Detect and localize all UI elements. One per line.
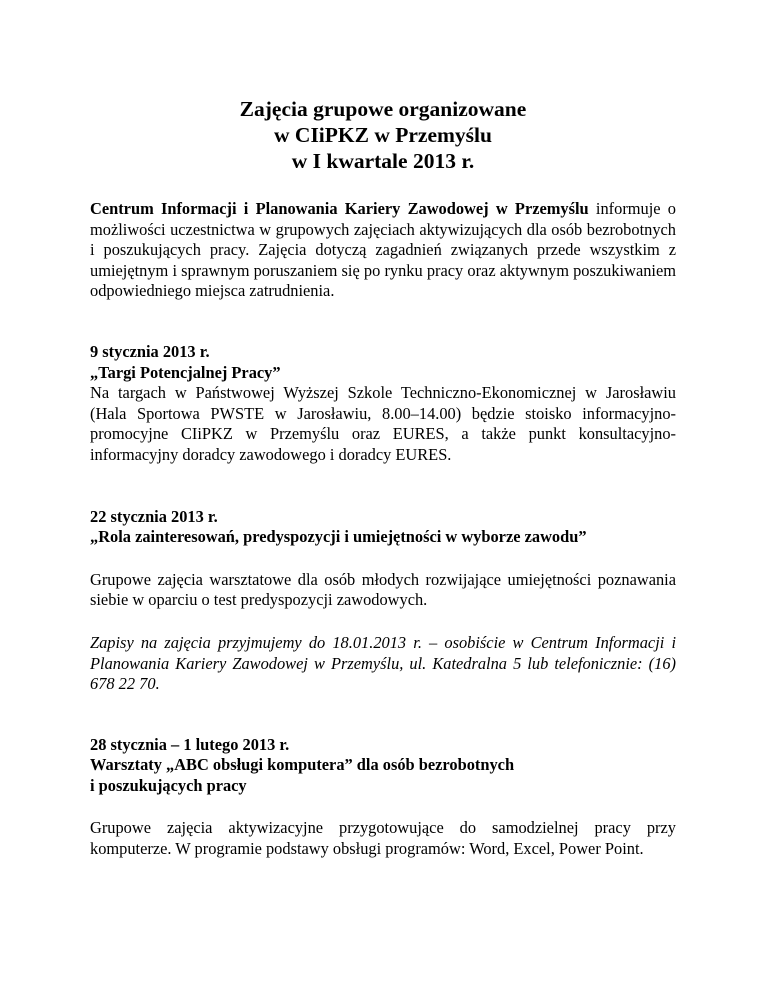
organization-name: Centrum Informacji i Planowania Kariery Zawodowej w Przemyślu [90, 199, 589, 218]
title-line-1: Zajęcia grupowe organizowane [239, 97, 527, 121]
event-date: 9 stycznia 2013 r. [90, 341, 210, 361]
event-registration-note: Zapisy na zajęcia przyjmujemy do 18.01.2013 r. – osobiście w Centrum Informacji i Planowania Kariery Zawodowej w Przemyślu, ul. Katedralna 5 lub telefonicznie: (16) 678 22 70. [90, 632, 676, 694]
event-section-1 [90, 342, 676, 466]
event-heading-line-1: Warsztaty „ABC obsługi komputera” dla osób bezrobotnych [90, 755, 515, 775]
event-date: 28 stycznia – 1 lutego 2013 r. [90, 734, 290, 754]
title-line-2: w CIiPKZ w Przemyślu [274, 123, 492, 147]
event-description: Grupowe zajęcia aktywizacyjne przygotowujące do samodzielnej pracy przy komputerze. W programie podstawy obsługi programów: Word, Excel, Power Point. [90, 818, 676, 859]
event-heading: „Rola zainteresowań, predyspozycji i umiejętności w wyborze zawodu” [90, 527, 587, 547]
event-section-3 [90, 735, 676, 860]
event-section-2 [90, 507, 676, 695]
intro-paragraph [90, 199, 676, 302]
event-heading: „Targi Potencjalnej Pracy” [90, 362, 281, 382]
intro-text: informuje o możliwości uczestnictwa w grupowych zajęciach aktywizujących dla osób bezrobotnych i poszukujących pracy. Zajęcia dotyczą zagadnień związanych przede wszystkim z umiejętnym i sprawnym poruszaniem się po rynku pracy oraz aktywnym poszukiwaniem odpowiedniego miejsca zatrudnienia. [90, 199, 676, 301]
event-heading-line-2: i poszukujących pracy [90, 775, 247, 795]
event-description: Na targach w Państwowej Wyższej Szkole Techniczno-Ekonomicznej w Jarosławiu (Hala Sportowa PWSTE w Jarosławiu, 8.00–14.00) będzie stoisko informacyjno-promocyjne CIiPKZ w Przemyślu oraz EURES, a także punkt konsultacyjno-informacyjny doradcy zawodowego i doradcy EURES. [90, 383, 676, 464]
title-line-3: w I kwartale 2013 r. [291, 149, 475, 173]
document-page [90, 96, 676, 860]
page-title [90, 96, 676, 174]
event-description: Grupowe zajęcia warsztatowe dla osób młodych rozwijające umiejętności poznawania siebie w oparciu o test predyspozycji zawodowych. [90, 569, 676, 610]
event-date: 22 stycznia 2013 r. [90, 506, 218, 526]
